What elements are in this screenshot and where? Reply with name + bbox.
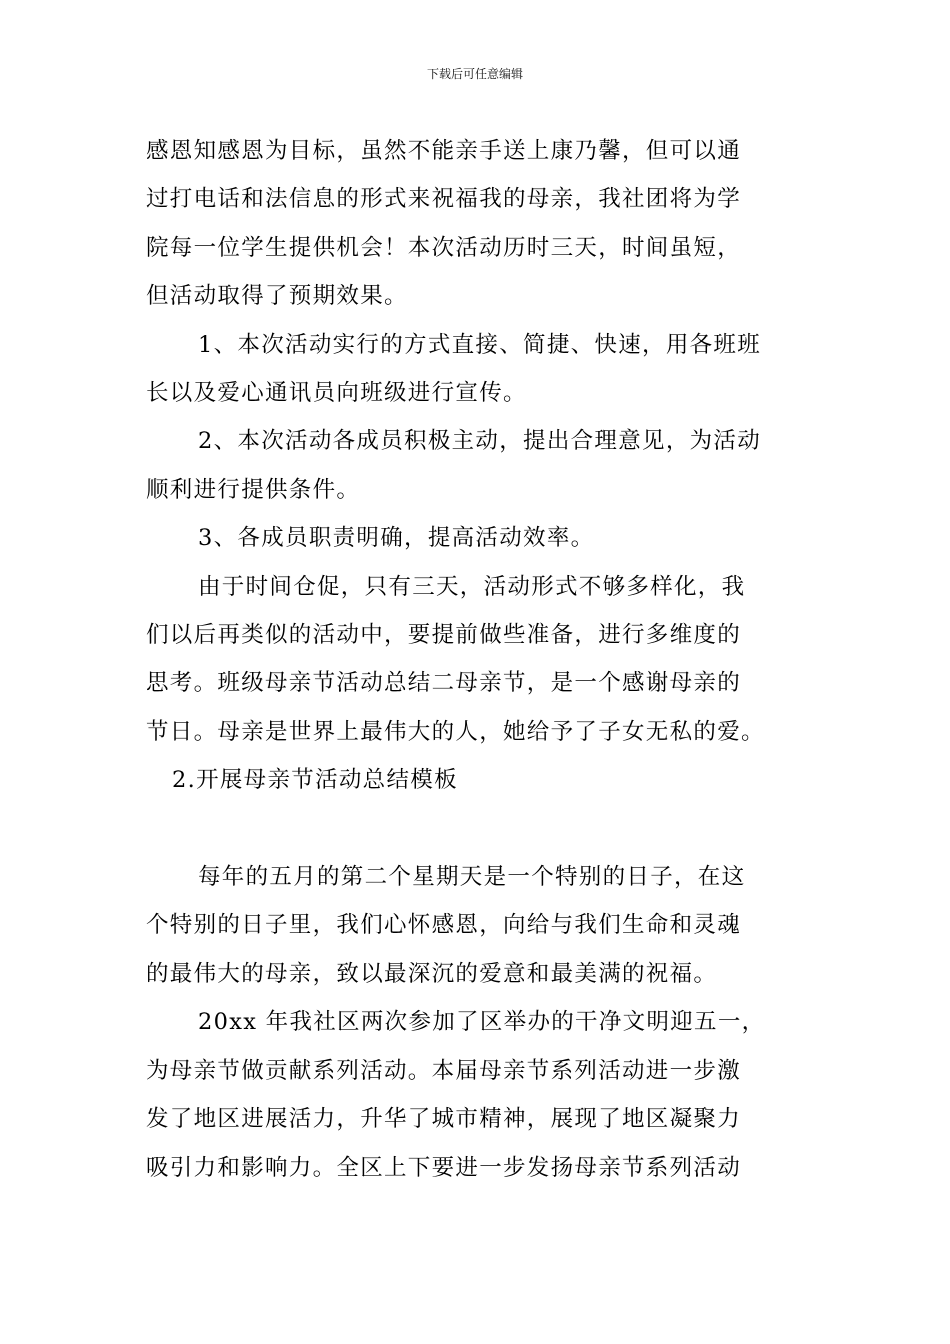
- text-line: 顺利进行提供条件。: [146, 476, 361, 503]
- list-item-2: 2、本次活动各成员积极主动，提出合理意见，为活动: [198, 428, 762, 455]
- text-line: 节日。母亲是世界上最伟大的人，她给予了子女无私的爱。: [146, 718, 765, 745]
- text-line: 思考。班级母亲节活动总结二母亲节，是一个感谢母亲的: [146, 670, 742, 697]
- list-item-3: 3、各成员职责明确，提高活动效率。: [198, 525, 595, 552]
- text-line: 们以后再类似的活动中，要提前做些准备，进行多维度的: [146, 622, 742, 649]
- text-line: 个特别的日子里，我们心怀感恩，向给与我们生命和灵魂: [146, 912, 742, 939]
- list-item-1: 1、本次活动实行的方式直接、简捷、快速，用各班班: [198, 331, 762, 358]
- text-line: 但活动取得了预期效果。: [146, 283, 408, 310]
- text-line: 发了地区进展活力，升华了城市精神，展现了地区凝聚力: [146, 1106, 742, 1133]
- text-line: 的最伟大的母亲，致以最深沉的爱意和最美满的祝福。: [146, 960, 718, 987]
- text-line: 为母亲节做贡献系列活动。本届母亲节系列活动进一步激: [146, 1057, 742, 1084]
- paragraph-start: 每年的五月的第二个星期天是一个特别的日子，在这: [198, 864, 746, 891]
- blank-line: [146, 805, 806, 853]
- text-line: 过打电话和法信息的形式来祝福我的母亲，我社团将为学: [146, 186, 742, 213]
- page-header-note: 下载后可任意编辑: [426, 67, 523, 81]
- text-line: 院每一位学生提供机会！本次活动历时三天，时间虽短，: [146, 234, 742, 261]
- text-line: 感恩知感恩为目标，虽然不能亲手送上康乃馨，但可以通: [146, 138, 742, 164]
- section-heading: 2.开展母亲节活动总结模板: [172, 767, 458, 794]
- paragraph-start: 20xx 年我社区两次参加了区举办的干净文明迎五一，: [198, 1009, 766, 1036]
- document-body: [146, 127, 806, 1192]
- text-line: 长以及爱心通讯员向班级进行宣传。: [146, 380, 527, 407]
- text-line: 吸引力和影响力。全区上下要进一步发扬母亲节系列活动: [146, 1154, 742, 1181]
- paragraph-start: 由于时间仓促，只有三天，活动形式不够多样化，我: [198, 573, 746, 600]
